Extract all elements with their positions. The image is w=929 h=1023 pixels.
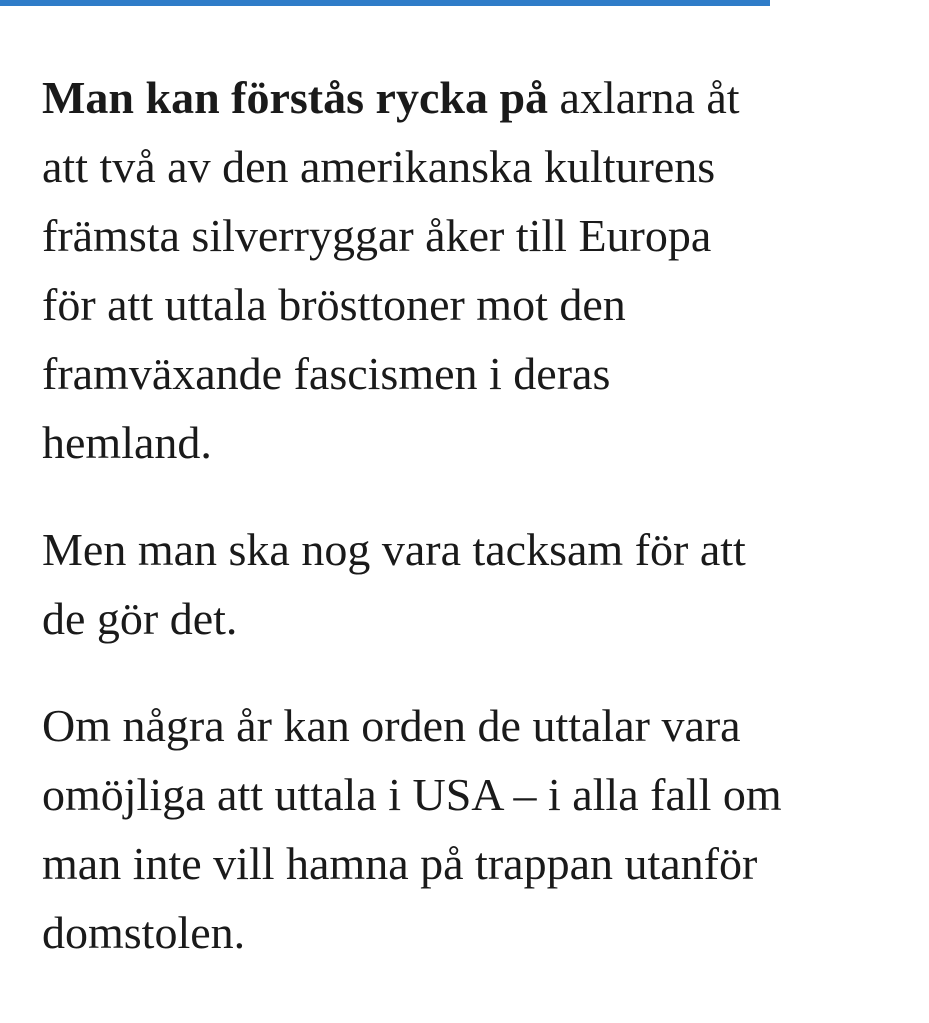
top-accent-rule <box>0 0 770 6</box>
paragraph-1-lead: Man kan förstås rycka på <box>42 72 549 123</box>
paragraph-1-text: axlarna åt att två av den amerikanska kulturens främsta silverryggar åker till Europa för att uttala brösttoner mot den framväxande fascismen i deras hemland. <box>42 72 740 468</box>
paragraph-1 <box>42 63 902 477</box>
article-body <box>42 63 902 1005</box>
paragraph-3: Om några år kan orden de uttalar vara omöjliga att uttala i USA – i alla fall om man inte vill hamna på trappan utanför domstolen. <box>42 700 782 958</box>
paragraph-2: Men man ska nog vara tacksam för att de gör det. <box>42 524 746 644</box>
